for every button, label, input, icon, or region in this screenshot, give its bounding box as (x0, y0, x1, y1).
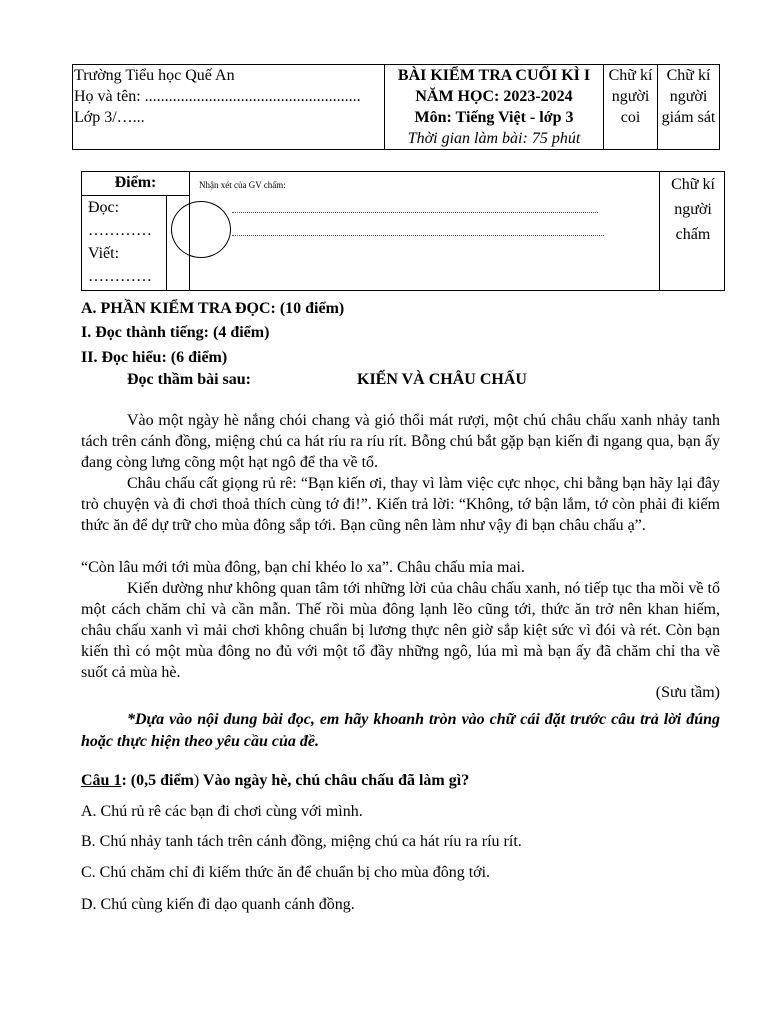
question-1-label: Câu 1 (81, 772, 122, 789)
exam-header-table (72, 64, 720, 150)
proctor-sig-line-1: Chữ kí (608, 67, 653, 84)
story-paragraph-2: Châu chấu cất giọng rủ rê: “Bạn kiến ơi, thay vì làm việc cực nhọc, chi bằng bạn hãy lại đây trò chuyện và đi chơi thoả thích cùng tớ đi!”. Kiến trả lời: “Không, tớ bận lắm, tớ còn phải đi kiếm thức ăn để dự trữ cho mùa đông sắp tới. Bạn cũng nên làm như vậy đi bạn châu chấu ạ”. (81, 475, 720, 534)
section-a-heading: A. PHẦN KIỂM TRA ĐỌC: (10 điểm) (81, 300, 345, 317)
story-title: KIẾN VÀ CHÂU CHẤU (357, 371, 527, 388)
supervisor-sig-line-2: người (669, 88, 708, 105)
supervisor-signature-cell[interactable] (658, 65, 720, 150)
remark-line-1[interactable] (232, 212, 598, 213)
proctor-sig-line-3: coi (620, 109, 641, 126)
exam-title: BÀI KIỂM TRA CUỐI KÌ I (397, 67, 591, 84)
question-1-option-d[interactable]: D. Chú cùng kiến đi dạo quanh cánh đồng. (81, 896, 355, 913)
score-box (81, 171, 725, 291)
total-score-circle[interactable] (171, 201, 231, 258)
writing-score-label: Viết: (88, 245, 120, 262)
subject: Môn: Tiếng Việt - lớp 3 (414, 109, 574, 126)
grader-signature-cell[interactable] (660, 172, 726, 247)
question-1-option-b[interactable]: B. Chú nhảy tanh tách trên cánh đồng, miệng chú ca hát ríu ra ríu rít. (81, 833, 522, 850)
score-divider-1 (166, 195, 167, 290)
teacher-remark-label: Nhận xét của GV chấm: (199, 180, 286, 190)
question-1: Câu 1: (0,5 điểm) Vào ngày hè, chú châu chấu đã làm gì? (81, 772, 470, 789)
question-1-option-c[interactable]: C. Chú chăm chỉ đi kiếm thức ăn để chuẩn bị cho mùa đông tới. (81, 864, 491, 881)
grader-sig-line-2: người (674, 201, 712, 218)
student-info-cell (73, 65, 385, 150)
answer-instruction: *Dựa vào nội dung bài đọc, em hãy khoanh tròn vào chữ cái đặt trước câu trả lời đúng hoặc thực hiện theo yêu cầu của đề. (81, 711, 720, 750)
read-instruction: Đọc thầm bài sau: (127, 371, 252, 388)
duration: Thời gian làm bài: 75 phút (407, 130, 581, 147)
student-name-field[interactable]: Họ và tên: ...................................................... (74, 88, 361, 105)
score-title: Điểm: (114, 174, 157, 191)
section-ii-heading: II. Đọc hiểu: (6 điểm) (81, 349, 228, 366)
proctor-signature-cell[interactable] (604, 65, 658, 150)
score-title-divider (82, 195, 189, 196)
section-i-heading: I. Đọc thành tiếng: (4 điểm) (81, 324, 270, 341)
story-paragraph-3: “Còn lâu mới tới mùa đông, bạn chỉ khéo lo xa”. Châu chấu mỉa mai. (81, 559, 525, 576)
question-1-points: : (0,5 điểm (121, 772, 194, 789)
proctor-sig-line-2: người (611, 88, 650, 105)
school-name: Trường Tiểu học Quế An (74, 67, 235, 84)
class-field[interactable]: Lớp 3/…... (74, 109, 145, 126)
writing-score-field[interactable]: ………… (88, 268, 152, 285)
story-paragraph-1: Vào một ngày hè nắng chói chang và gió thổi mát rượi, một chú châu chấu xanh nhảy tanh tách trên cánh đồng, miệng chú ca hát ríu ra ríu rít. Bỗng chú bắt gặp bạn kiến đi ngang qua, bạn ấy đang còng lưng cõng một hạt ngô để tha về tổ. (81, 412, 720, 471)
reading-score-label: Đọc: (88, 199, 120, 216)
remark-line-2[interactable] (232, 235, 604, 236)
supervisor-sig-line-3: giám sát (661, 109, 716, 126)
question-1-option-a[interactable]: A. Chú rủ rê các bạn đi chơi cùng với mình. (81, 803, 363, 820)
question-1-text: Vào ngày hè, chú châu chấu đã làm gì? (199, 772, 470, 789)
story-source: (Sưu tầm) (655, 684, 720, 701)
reading-score-field[interactable]: ………… (88, 222, 152, 239)
school-year: NĂM HỌC: 2023-2024 (415, 88, 573, 105)
grader-sig-line-3: chấm (675, 226, 711, 243)
supervisor-sig-line-1: Chữ kí (666, 67, 711, 84)
story-paragraph-4: Kiến dường như không quan tâm tới những lời của châu chấu xanh, nó tiếp tục tha mồi về tổ một cách chăm chỉ và cần mẫn. Thế rồi mùa đông lạnh lẽo cũng tới, thức ăn trở nên khan hiếm, châu chấu xanh vì mải chơi không chuẩn bị lương thực nên giờ sắp kiệt sức vì đói và rét. Còn bạn kiến thì có một mùa đông no đủ với một tổ đầy những ngô, lúa mì mà bạn ấy đã chăm chỉ tha về suốt cả mùa hè. (81, 580, 720, 681)
exam-info-cell (385, 65, 604, 150)
grader-sig-line-1: Chữ kí (671, 176, 715, 193)
